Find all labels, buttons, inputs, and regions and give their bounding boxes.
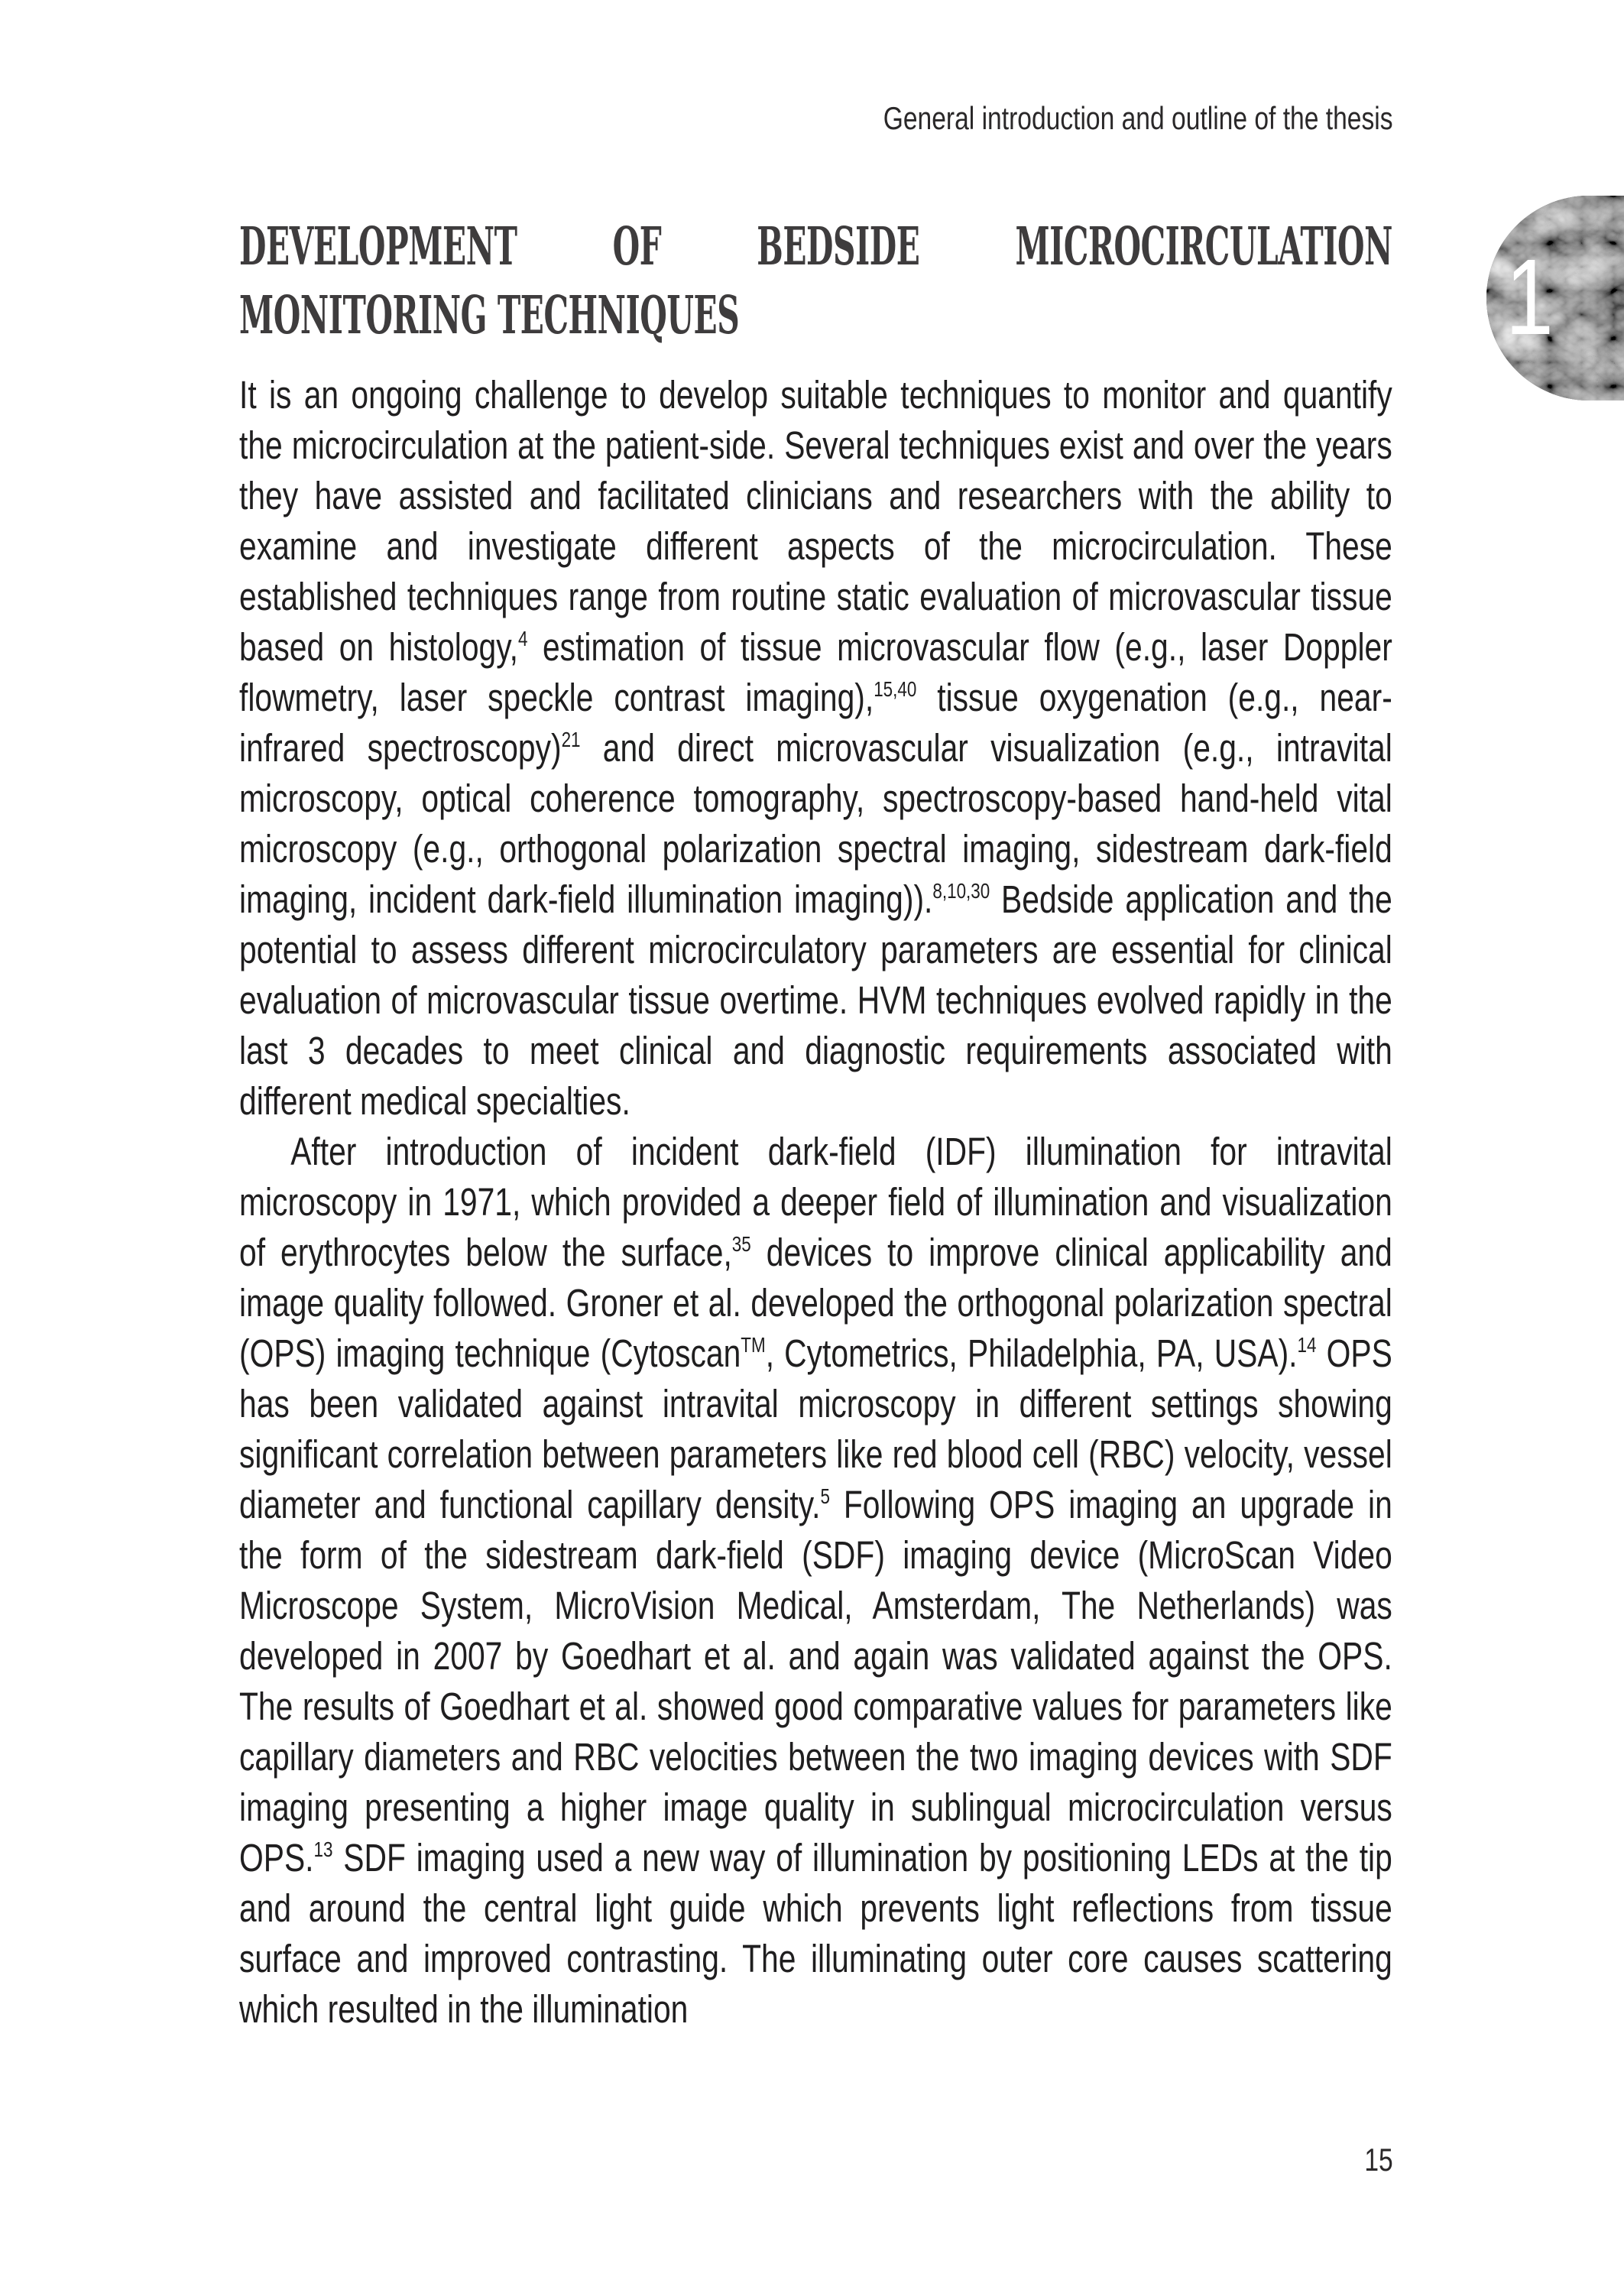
- paragraph-2: After introduction of incident dark-field (IDF) illumination for intravital microscopy in 1971, which provided a deeper field of illumination and visualization of erythrocytes below the surface,$^{35}$ devices to improve clinical applicability and image quality followed. Groner et al. developed the orthogonal polarization spectral (OPS) imaging technique (Cytoscan™, Cytometrics, Philadelphia, PA, USA).$^{14}$ OPS has been validated against intravital microscopy in different settings showing significant correlation between parameters like red blood cell (RBC) velocity, vessel diameter and functional capillary density.$^5$ Following OPS imaging an upgrade in the form of the sidestream dark-field (SDF) imaging device (MicroScan Video Microscope System, MicroVision Medical, Amsterdam, The Netherlands) was developed in 2007 by Goedhart et al. and again was validated against the OPS. The results of Goedhart et al. showed good comparative values for parameters like capillary diameters and RBC velocities between the two imaging devices with SDF imaging presenting a higher image quality in sublingual microcirculation versus OPS.$^{13}$ SDF imaging used a new way of illumination by positioning LEDs at the tip and around the central light guide which prevents light reflections from tissue surface and improved contrasting. The illuminating outer core causes scattering which resulted in the illumination: [239, 1130, 1392, 2031]
- page-number: 15: [1364, 2142, 1393, 2178]
- reference-superscript: 35: [731, 1231, 751, 1256]
- reference-superscript: 5: [820, 1484, 830, 1508]
- reference-superscript: 4: [517, 626, 528, 650]
- reference-superscript: 14: [1297, 1332, 1317, 1357]
- paragraph-1: It is an ongoing challenge to develop suitable techniques to monitor and quantify the microcirculation at the patient-side. Several techniques exist and over the years they have assisted and facilitated clinicians and researchers with the ability to examine and investigate different aspects of the microcirculation. These established techniques range from routine static evaluation of microvascular tissue based on histology,$^4$ estimation of tissue microvascular flow (e.g., laser Doppler flowmetry, laser speckle contrast imaging),$^{15,40}$ tissue oxygenation (e.g., near-infrared spectroscopy)$^{21}$ and direct microvascular visualization (e.g., intravital microscopy, optical coherence tomography, spectroscopy-based hand-held vital microscopy (e.g., orthogonal polarization spectral imaging, sidestream dark-field imaging, incident dark-field illumination imaging)).$^{8,10,30}$ Bedside application and the potential to assess different microcirculatory parameters are essential for clinical evaluation of microvascular tissue overtime. HVM techniques evolved rapidly in the last 3 decades to meet clinical and diagnostic requirements associated with different medical specialties.: [239, 373, 1392, 1123]
- section-title: DEVELOPMENT OF BEDSIDE MICROCIRCULATION MONITORING TECHNIQUES: [239, 216, 1392, 346]
- reference-superscript: 21: [561, 727, 581, 751]
- reference-superscript: 15,40: [874, 676, 917, 701]
- reference-superscript: TM: [741, 1332, 766, 1357]
- body-text: [239, 370, 1392, 2035]
- chapter-number: 1: [1506, 236, 1554, 357]
- chapter-badge: [1486, 196, 1624, 401]
- running-header: General introduction and outline of the thesis: [883, 100, 1393, 136]
- reference-superscript: 8,10,30: [932, 878, 990, 903]
- reference-superscript: 13: [313, 1837, 333, 1861]
